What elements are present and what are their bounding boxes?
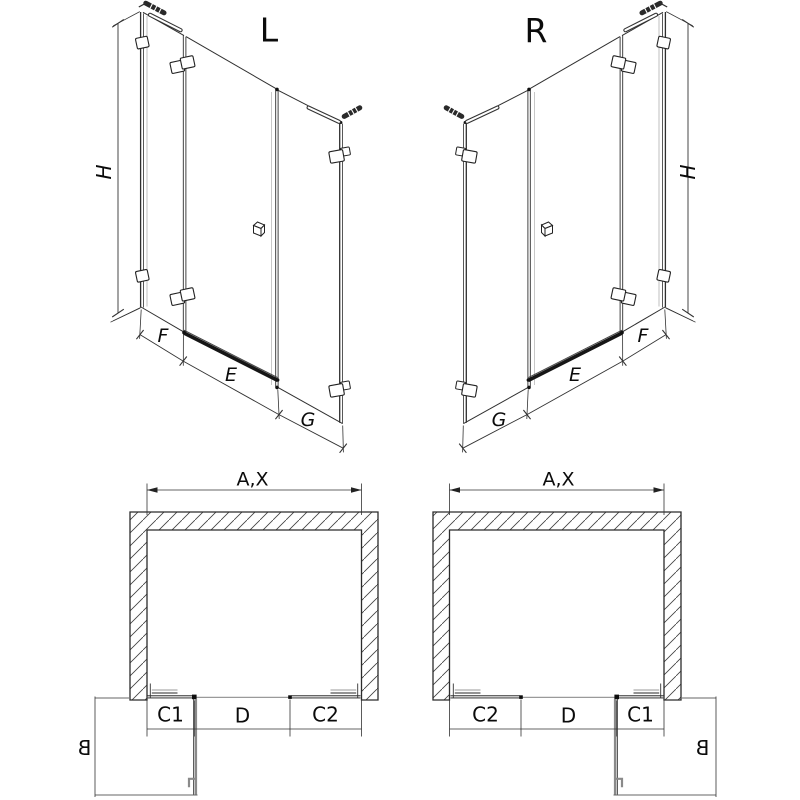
dim-label-e-left: E	[224, 364, 238, 386]
dim-label-height-right: H	[676, 164, 700, 180]
dim-label-c1-left: C1	[157, 702, 184, 727]
dim-label-c2-right: C2	[472, 702, 499, 727]
walls-hatched	[130, 512, 378, 700]
dim-label-ax-left: A,X	[236, 468, 269, 491]
dim-label-g-left: G	[300, 409, 316, 431]
dim-label-ax-right: A,X	[542, 468, 575, 491]
plan-view-left	[78, 469, 378, 798]
dim-label-b-right: B	[695, 736, 710, 760]
dim-label-f-left: F	[157, 325, 169, 347]
dim-label-e-right: E	[568, 364, 582, 386]
iso-view-left	[92, 3, 360, 453]
iso-view-right	[446, 3, 700, 453]
dim-label-d-right: D	[560, 703, 577, 728]
dim-label-b-left: B	[77, 736, 92, 760]
dim-label-f-right: F	[637, 325, 649, 347]
dim-label-d-left: D	[234, 703, 251, 728]
dim-label-c1-right: C1	[627, 702, 654, 727]
walls-hatched	[433, 512, 681, 700]
plan-view-right	[433, 469, 716, 798]
dim-label-c2-left: C2	[312, 702, 339, 727]
variant-label-right: R	[524, 11, 548, 50]
dim-label-height-left: H	[92, 164, 116, 180]
dim-label-g-right: G	[491, 409, 507, 431]
variant-label-left: L	[259, 10, 279, 50]
